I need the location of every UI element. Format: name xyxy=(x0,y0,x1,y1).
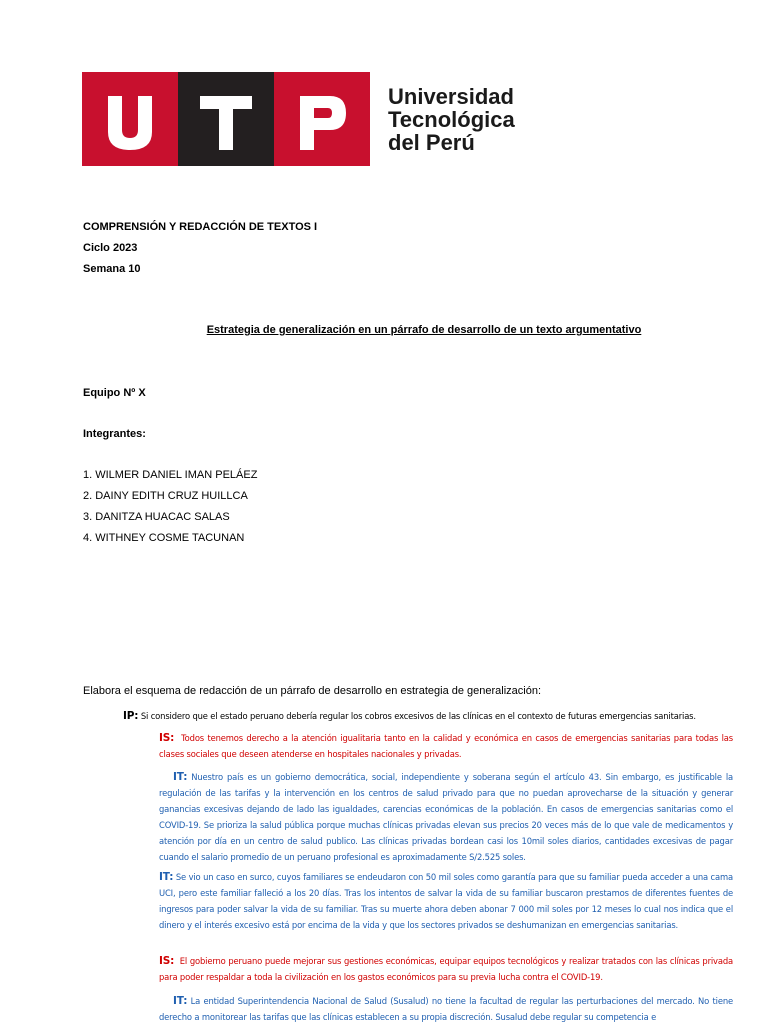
it-text: Nuestro país es un gobierno democrática, social, independiente y soberana según el artículo 43. Sin embargo, es justificable la regulación de las tarifas y la intervención en los centros de salud privado para que no puedan aprovecharse de la situación y generar ganancias excesivas dejando de lado las igualdades, carencias económicas de la población. En casos de emergencias sanitarias como el COVID-19. Se prioriza la salud pública porque muchas clínicas privadas elevan sus precios 20 veces más de lo que vale de medicamentos y atención por día en un centro de salud publico. Las clínicas privadas bordean casi los 10mil soles diarios, cantidades excesivas de pagar cuando el salario promedio de un peruano profesional es aproximadamente S/2.525 soles. xyxy=(159,772,733,862)
is-tag: IS: xyxy=(159,732,175,744)
it-text: La entidad Superintendencia Nacional de Salud (Susalud) no tiene la facultad de regular las perturbaciones del mercado. No tiene derecho a monitorear las tarifas que las clínicas establecen a su propia discreción. Susalud debe regular su competencia e xyxy=(159,996,733,1022)
member-item: 2. DAINY EDITH CRUZ HUILLCA xyxy=(83,490,248,502)
main-idea-ip xyxy=(123,708,743,724)
document-title: Estrategia de generalización en un párrafo de desarrollo de un texto argumentativo xyxy=(206,324,642,336)
logo-letter-u-tile xyxy=(82,72,178,166)
team-label: Equipo Nº X xyxy=(83,387,146,399)
logo-letter-p-tile xyxy=(274,72,370,166)
is-tag: IS: xyxy=(159,955,175,967)
member-item: 4. WITHNEY COSME TACUNAN xyxy=(83,532,245,544)
week-label: Semana 10 xyxy=(83,263,141,275)
secondary-idea-is-2 xyxy=(159,953,733,985)
logo-letter-p-shape xyxy=(274,72,370,166)
tertiary-idea-it-3 xyxy=(159,993,733,1024)
logo-name-line: del Perú xyxy=(388,130,475,155)
it-text: Se vio un caso en surco, cuyos familiares se endeudaron con 50 mil soles como garantía para que su familiar pueda acceder a una cama UCI, pero este familiar falleció a los 20 días. Tras los intentos de salvar la vida de su familiar buscaron prestamos de diferentes fuentes de ingresos para poder salvar la vida de su familiar. Tras su muerte ahora deben abonar 7 000 mil soles por 12 meses lo cual nos indica que el dinero y el interés excesivo está por encima de la vida y que los sectores privados se deshumanizan en emergencias sanitarias. xyxy=(159,872,733,930)
member-item: 3. DANITZA HUACAC SALAS xyxy=(83,511,230,523)
it-tag: IT: xyxy=(159,871,174,883)
tertiary-idea-it-2 xyxy=(159,869,733,933)
is-text: Todos tenemos derecho a la atención igualitaria tanto en la calidad y económica en casos de emergencias sanitarias para todas las clases sociales que deseen atenderse en hospitales nacionales y privadas. xyxy=(159,733,733,759)
it-tag: IT: xyxy=(173,771,188,783)
is-text: El gobierno peruano puede mejorar sus gestiones económicas, equipar equipos tecnológicos y realizar tratados con las clínicas privada para poder respaldar a toda la civilización en los gastos económicos para su previa lucha contra el COVID-19. xyxy=(159,956,733,982)
members-label: Integrantes: xyxy=(83,428,146,440)
logo-name-line: Universidad xyxy=(388,84,514,109)
logo-letter-t-tile xyxy=(178,72,274,166)
utp-logo xyxy=(82,72,528,166)
logo-letter-u-shape xyxy=(82,72,178,166)
it-tag: IT: xyxy=(173,995,188,1007)
logo-letter-t-shape xyxy=(178,72,274,166)
ip-text: Si considero que el estado peruano debería regular los cobros excesivos de las clínicas en el contexto de futuras emergencias sanitarias. xyxy=(140,711,696,721)
secondary-idea-is-1 xyxy=(159,730,733,762)
tertiary-idea-it-1 xyxy=(159,769,733,865)
course-name: COMPRENSIÓN Y REDACCIÓN DE TEXTOS I xyxy=(83,221,318,233)
ip-tag: IP: xyxy=(123,710,139,722)
instruction-text: Elabora el esquema de redacción de un párrafo de desarrollo en estrategia de generalización: xyxy=(83,685,542,697)
member-item: 1. WILMER DANIEL IMAN PELÁEZ xyxy=(83,469,258,481)
logo-name-line: Tecnológica xyxy=(388,107,515,132)
cycle-label: Ciclo 2023 xyxy=(83,242,138,254)
members-list xyxy=(83,469,257,553)
